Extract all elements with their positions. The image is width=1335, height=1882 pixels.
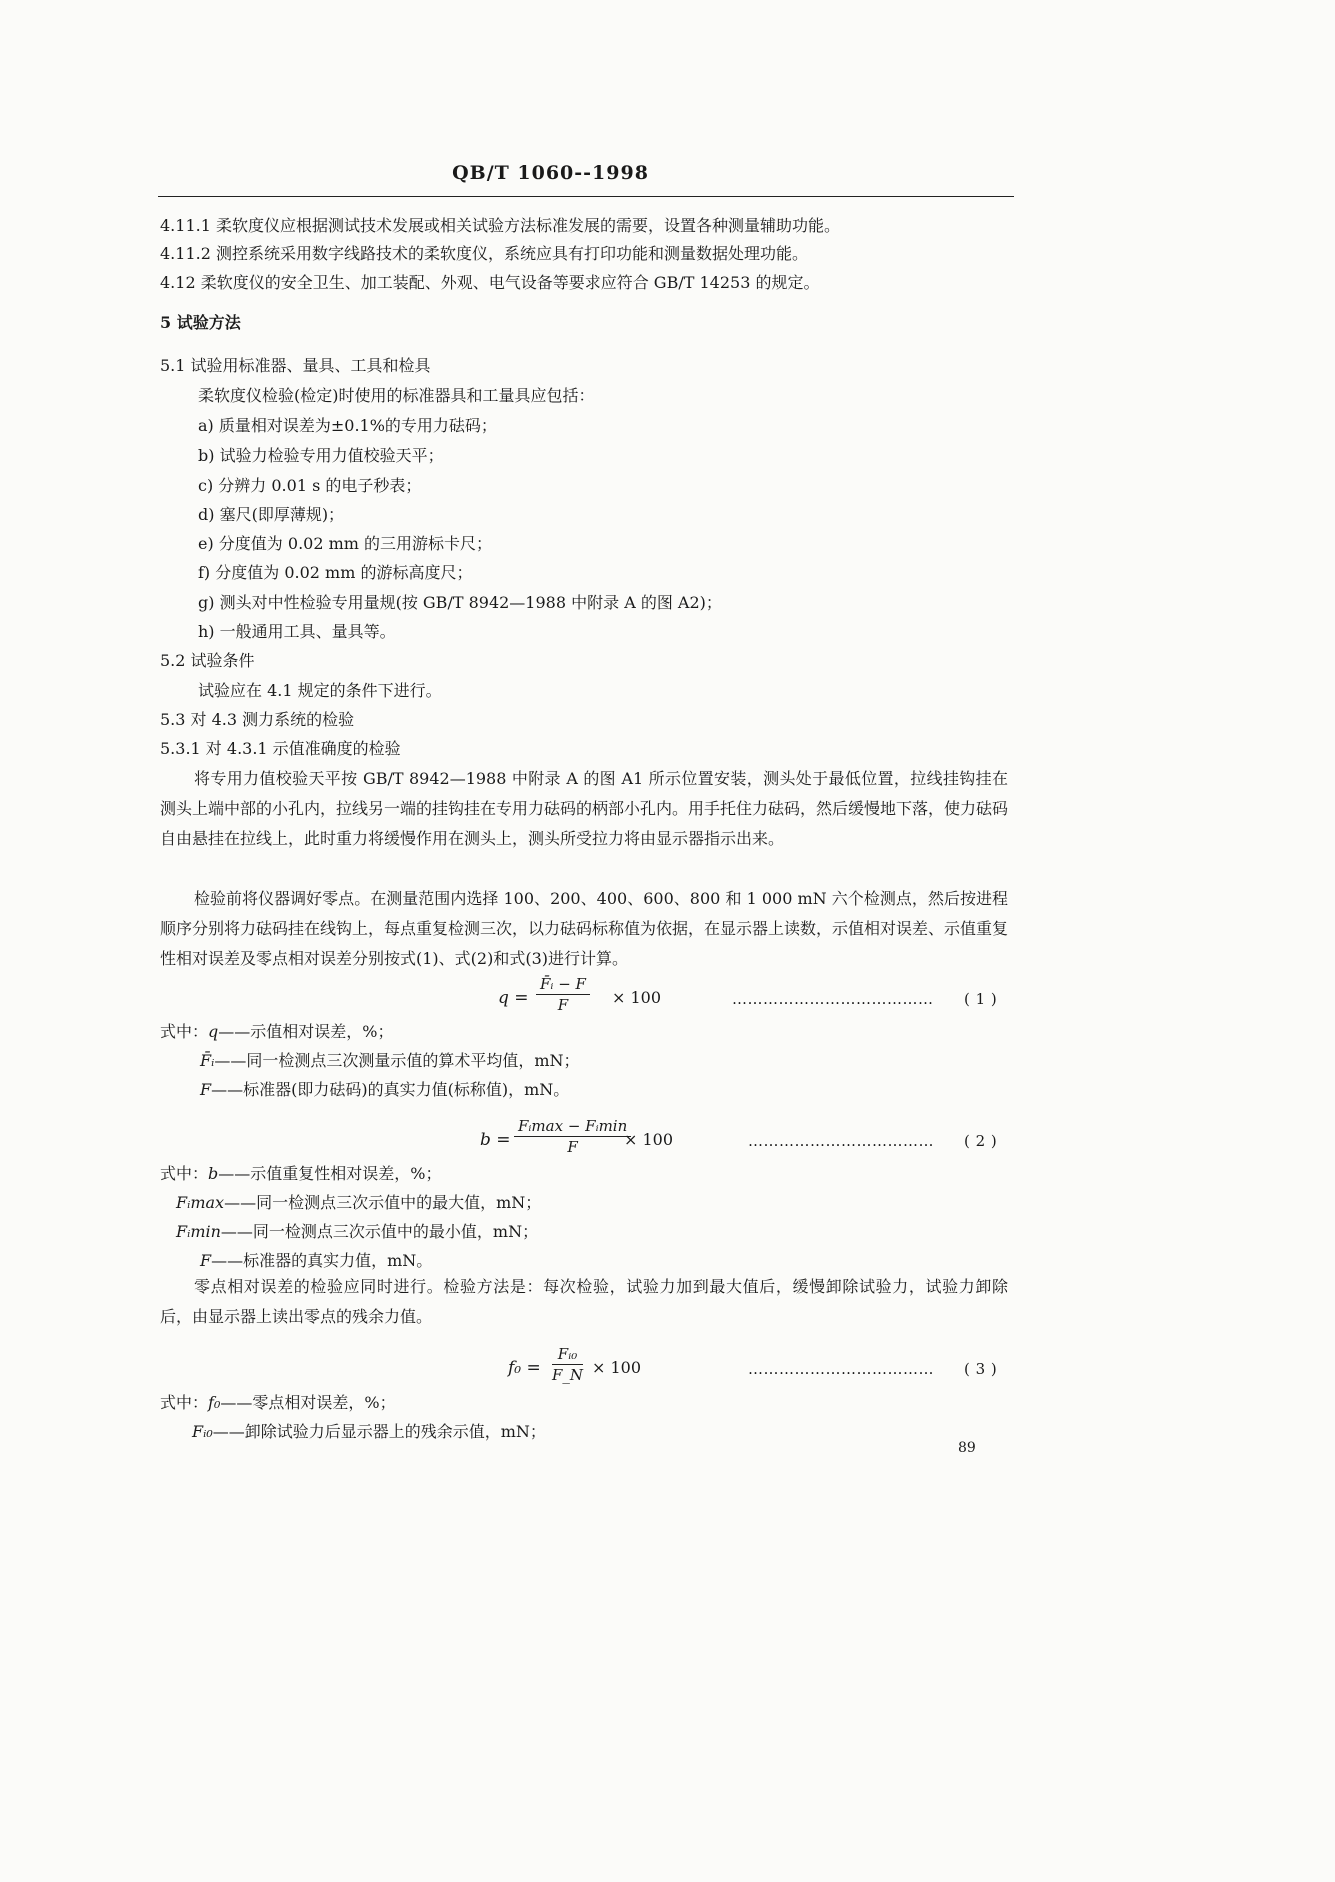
clause-4-11-2: 4.11.2 测控系统采用数字线路技术的柔软度仪，系统应具有打印功能和测量数据处理功能。 xyxy=(160,244,808,263)
def-1-f: F——标准器(即力砝码)的真实力值(标称值)，mN。 xyxy=(200,1080,570,1099)
formula-3 xyxy=(0,1344,1101,1394)
paragraph-zero-error: 零点相对误差的检验应同时进行。检验方法是：每次检验，试验力加到最大值后，缓慢卸除试验力，试验力卸除后，由显示器上读出零点的残余力值。 xyxy=(160,1277,1008,1326)
paragraph-procedure: 将专用力值校验天平按 GB/T 8942—1988 中附录 A 的图 A1 所示位置安装，测头处于最低位置，拉线挂钩挂在测头上端中部的小孔内，拉线另一端的挂钩挂在专用力砝码的柄部小孔内。用手托住力砝码，然后缓慢地下落，使力砝码自由悬挂在拉线上，此时重力将缓慢作用在测头上，测头所受拉力将由显示器指示出来。 xyxy=(160,769,1009,848)
list-item-c: c) 分辨力 0.01 s 的电子秒表； xyxy=(198,476,422,495)
formula-1-numerator: F̄ᵢ − F xyxy=(536,974,590,995)
formula-3-leader: ……………………………… xyxy=(748,1360,934,1378)
standard-header: QB/T 1060--1998 xyxy=(452,162,649,184)
formula-1-label: ( 1 ) xyxy=(964,990,998,1008)
clause-4-11-1: 4.11.1 柔软度仪应根据测试技术发展或相关试验方法标准发展的需要，设置各种测量辅助功能。 xyxy=(160,216,840,235)
formula-2 xyxy=(0,1116,1101,1166)
def-1-q: 式中：q——示值相对误差，%； xyxy=(160,1022,394,1041)
formula-1-denominator: F xyxy=(557,996,569,1014)
clause-5-1: 5.1 试验用标准器、量具、工具和检具 xyxy=(160,356,431,375)
list-item-e: e) 分度值为 0.02 mm 的三用游标卡尺； xyxy=(198,534,493,553)
def-2-fimin: Fᵢmin——同一检测点三次示值中的最小值，mN； xyxy=(176,1222,539,1241)
formula-3-numerator: Fᵢ₀ xyxy=(552,1344,583,1365)
list-item-b: b) 试验力检验专用力值校验天平； xyxy=(198,446,444,465)
formula-3-denominator: F_N xyxy=(552,1366,584,1384)
formula-3-label: ( 3 ) xyxy=(964,1360,998,1378)
def-2-fimax: Fᵢmax——同一检测点三次示值中的最大值，mN； xyxy=(176,1193,542,1212)
def-3-f0: 式中：f₀——零点相对误差，%； xyxy=(160,1393,396,1412)
clause-4-12: 4.12 柔软度仪的安全卫生、加工装配、外观、电气设备等要求应符合 GB/T 14253 的规定。 xyxy=(160,273,820,292)
list-item-d: d) 塞尺(即厚薄规)； xyxy=(198,505,345,524)
list-item-f: f) 分度值为 0.02 mm 的游标高度尺； xyxy=(198,563,473,582)
formula-2-multiplier: × 100 xyxy=(624,1130,674,1149)
paragraph-zero-check: 检验前将仪器调好零点。在测量范围内选择 100、200、400、600、800 和 1 000 mN 六个检测点，然后按进程顺序分别将力砝码挂在线钩上，每点重复检测三次，以力砝码标称值为依据，在显示器上读数，示值相对误差、示值重复性相对误差及零点相对误差分别按式(1)、式(2)和式(3)进行计算。 xyxy=(160,889,1009,968)
page-number: 89 xyxy=(958,1440,976,1456)
header-rule xyxy=(158,196,1014,197)
clause-5-3: 5.3 对 4.3 测力系统的检验 xyxy=(160,710,355,729)
def-2-b: 式中：b——示值重复性相对误差，%； xyxy=(160,1164,442,1183)
clause-5-2-text: 试验应在 4.1 规定的条件下进行。 xyxy=(198,681,442,700)
formula-2-leader: ……………………………… xyxy=(748,1132,934,1150)
def-1-fi-mean: F̄ᵢ——同一检测点三次测量示值的算术平均值，mN； xyxy=(200,1051,580,1070)
def-3-fi0: Fᵢ₀——卸除试验力后显示器上的残余示值，mN； xyxy=(192,1422,546,1441)
formula-3-multiplier: × 100 xyxy=(592,1358,642,1377)
list-item-a: a) 质量相对误差为±0.1%的专用力砝码； xyxy=(198,416,497,435)
section-5-heading: 5 试验方法 xyxy=(160,313,241,332)
formula-2-denominator: F xyxy=(567,1138,578,1156)
formula-2-numerator: Fᵢmax − Fᵢmin xyxy=(514,1116,631,1137)
formula-1 xyxy=(0,974,1101,1024)
def-2-f: F——标准器的真实力值，mN。 xyxy=(200,1251,433,1270)
clause-5-3-1: 5.3.1 对 4.3.1 示值准确度的检验 xyxy=(160,739,401,758)
formula-3-fraction xyxy=(552,1344,583,1385)
formula-2-fraction xyxy=(514,1116,631,1157)
formula-1-multiplier: × 100 xyxy=(612,988,662,1007)
formula-2-lhs: b = xyxy=(480,1130,511,1150)
clause-5-2: 5.2 试验条件 xyxy=(160,651,255,670)
formula-1-fraction xyxy=(536,974,590,1015)
list-item-h: h) 一般通用工具、量具等。 xyxy=(198,622,396,641)
list-item-g: g) 测头对中性检验专用量规(按 GB/T 8942—1988 中附录 A 的图 A2)； xyxy=(198,593,722,612)
formula-3-lhs: f₀ = xyxy=(508,1358,541,1378)
clause-5-1-intro: 柔软度仪检验(检定)时使用的标准器具和工量具应包括： xyxy=(198,386,595,405)
formula-1-lhs: q = xyxy=(498,988,529,1008)
formula-2-label: ( 2 ) xyxy=(964,1132,998,1150)
formula-1-leader: ………………………………… xyxy=(732,990,934,1008)
